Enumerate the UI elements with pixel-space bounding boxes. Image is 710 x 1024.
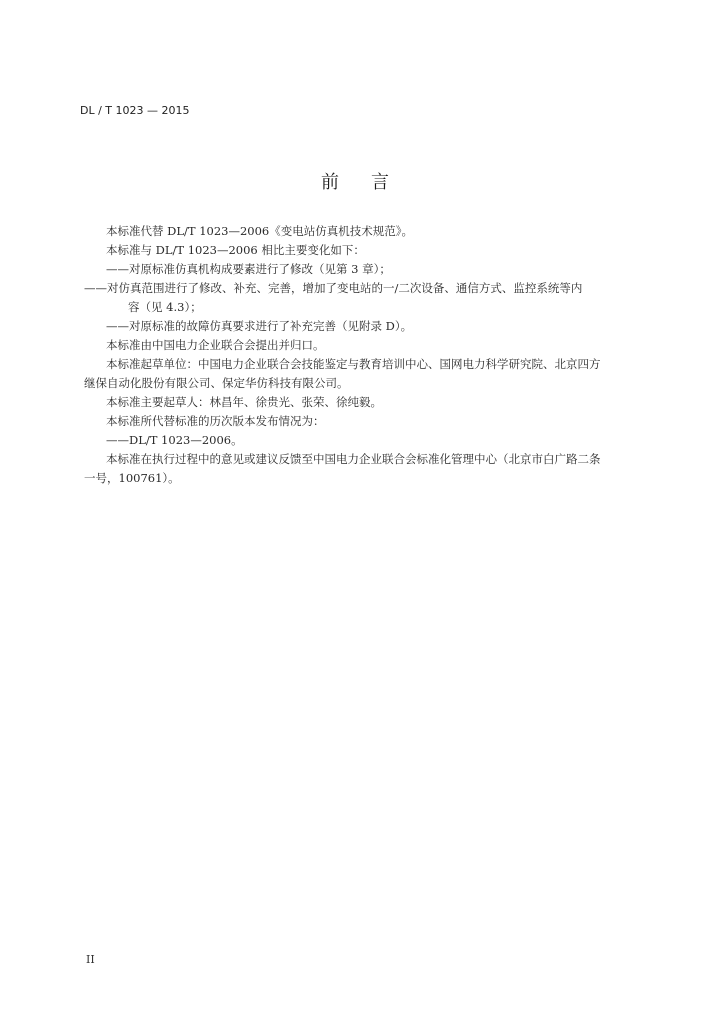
page-number: II	[86, 953, 95, 966]
paragraph-drafting-units-cont: 继保自动化股份有限公司、保定华仿科技有限公司。	[84, 376, 349, 390]
list-item: ——对原标准的故障仿真要求进行了补充完善（见附录 D）。	[106, 319, 413, 333]
paragraph-feedback: 本标准在执行过程中的意见或建议反馈至中国电力企业联合会标准化管理中心（北京市白广路二条	[106, 452, 601, 466]
list-item: ——对原标准仿真机构成要素进行了修改（见第 3 章）；	[106, 262, 391, 276]
paragraph-feedback-cont: 一号，100761）。	[84, 471, 180, 485]
foreword-body	[84, 222, 654, 488]
paragraph-history-intro: 本标准所代替标准的历次版本发布情况为：	[106, 414, 325, 428]
list-item: ——DL/T 1023—2006。	[106, 433, 243, 447]
list-item: ——对仿真范围进行了修改、补充、完善，增加了变电站的一/二次设备、通信方式、监控系统等内	[84, 281, 583, 295]
list-item-continuation: 容（见 4.3）；	[128, 300, 202, 314]
paragraph-changes-intro: 本标准与 DL/T 1023—2006 相比主要变化如下：	[106, 243, 365, 257]
paragraph-proposed-by: 本标准由中国电力企业联合会提出并归口。	[106, 338, 325, 352]
paragraph-drafting-units: 本标准起草单位：中国电力企业联合会技能鉴定与教育培训中心、国网电力科学研究院、北京四方	[106, 357, 601, 371]
paragraph-replaces: 本标准代替 DL/T 1023—2006《变电站仿真机技术规范》。	[106, 224, 413, 238]
paragraph-drafters: 本标准主要起草人：林昌年、徐贵光、张荣、徐纯毅。	[106, 395, 382, 409]
page-title: 前言	[321, 172, 421, 193]
document-number: DL / T 1023 — 2015	[80, 104, 190, 117]
